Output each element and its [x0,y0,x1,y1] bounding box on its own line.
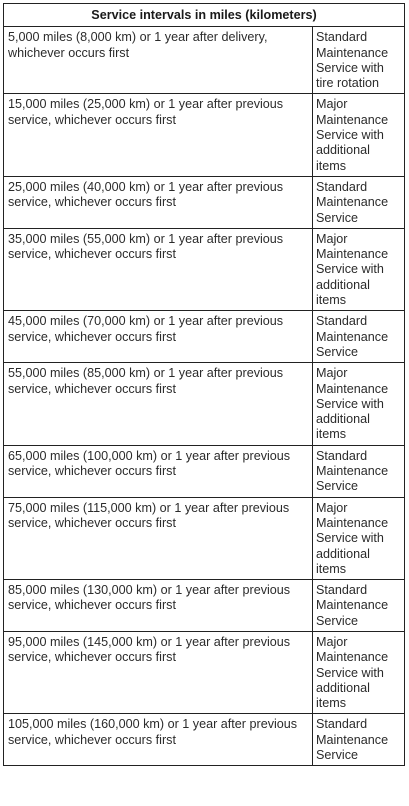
service-type-cell: Standard Maintenance Service [313,580,405,632]
service-interval-cell: 35,000 miles (55,000 km) or 1 year after previous service, whichever occurs first [4,228,313,310]
service-type-cell: Standard Maintenance Service with tire rotation [313,27,405,94]
service-type-cell: Standard Maintenance Service [313,445,405,497]
service-interval-cell: 95,000 miles (145,000 km) or 1 year after previous service, whichever occurs first [4,631,313,713]
table-row [4,714,405,766]
service-type-cell: Major Maintenance Service with additional items [313,497,405,579]
service-interval-cell: 5,000 miles (8,000 km) or 1 year after delivery, whichever occurs first [4,27,313,94]
service-type-cell: Standard Maintenance Service [313,714,405,766]
service-interval-cell: 55,000 miles (85,000 km) or 1 year after previous service, whichever occurs first [4,363,313,445]
service-interval-cell: 45,000 miles (70,000 km) or 1 year after previous service, whichever occurs first [4,311,313,363]
table-row [4,228,405,310]
service-interval-cell: 75,000 miles (115,000 km) or 1 year after previous service, whichever occurs first [4,497,313,579]
table-row [4,631,405,713]
service-type-cell: Major Maintenance Service with additional items [313,228,405,310]
service-interval-cell: 15,000 miles (25,000 km) or 1 year after previous service, whichever occurs first [4,94,313,176]
table-header: Service intervals in miles (kilometers) [4,4,405,27]
service-interval-cell: 105,000 miles (160,000 km) or 1 year after previous service, whichever occurs first [4,714,313,766]
table-row [4,363,405,445]
table-row [4,176,405,228]
table-body [4,27,405,766]
service-type-cell: Major Maintenance Service with additional items [313,363,405,445]
table-row [4,311,405,363]
table-row [4,27,405,94]
service-type-cell: Major Maintenance Service with additional items [313,631,405,713]
service-interval-cell: 65,000 miles (100,000 km) or 1 year after previous service, whichever occurs first [4,445,313,497]
service-type-cell: Standard Maintenance Service [313,176,405,228]
service-type-cell: Major Maintenance Service with additional items [313,94,405,176]
table-row [4,497,405,579]
service-type-cell: Standard Maintenance Service [313,311,405,363]
table-row [4,445,405,497]
table-row [4,580,405,632]
table-row [4,94,405,176]
service-interval-table [3,3,405,766]
service-interval-cell: 25,000 miles (40,000 km) or 1 year after previous service, whichever occurs first [4,176,313,228]
table-header-row [4,4,405,27]
service-interval-cell: 85,000 miles (130,000 km) or 1 year after previous service, whichever occurs first [4,580,313,632]
